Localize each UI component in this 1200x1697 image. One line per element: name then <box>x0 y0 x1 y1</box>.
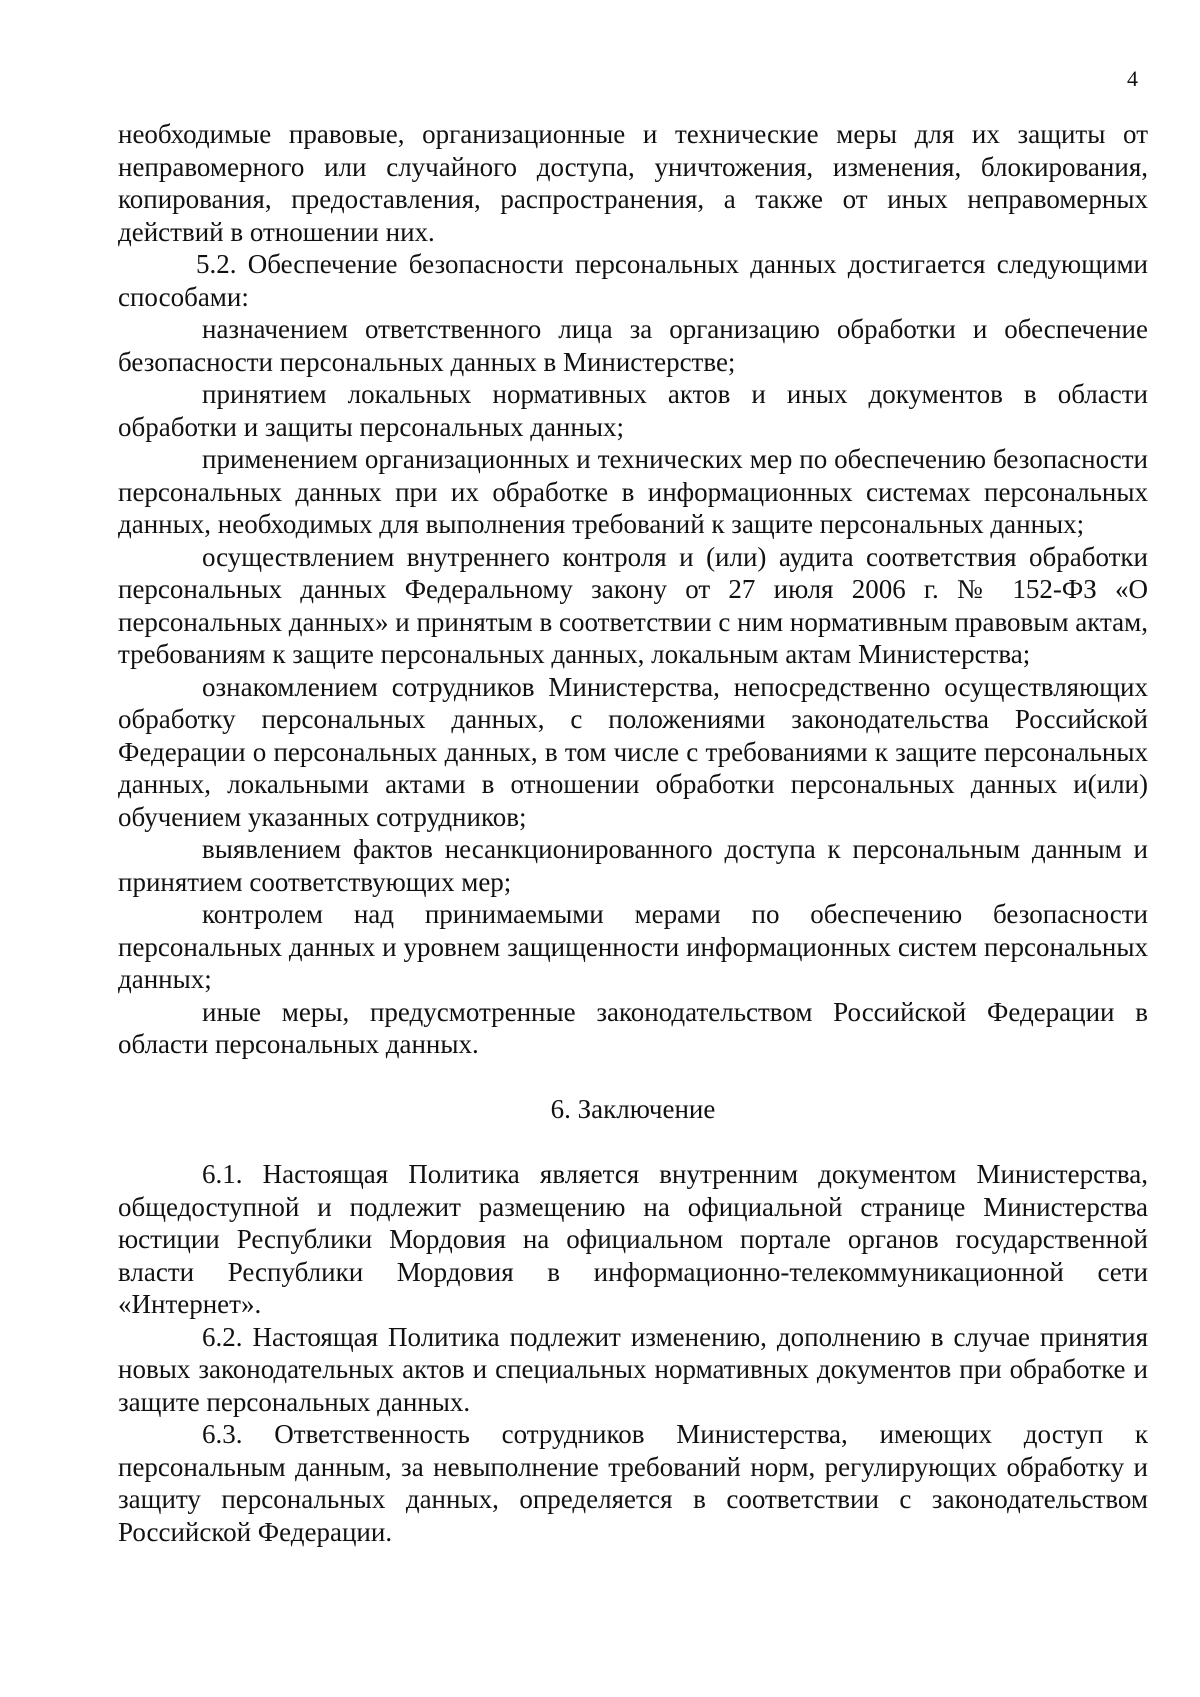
section5-continuation: необходимые правовые, организационные и технические меры для их защиты от неправомерного или случайного доступа, уничтожения, изменения, блокирования, копирования, предоставления, распространения, а также от иных неправомерных действий в отношении них. <box>118 119 1148 247</box>
paragraph-5-2: 5.2. Обеспечение безопасности персональных данных достигается следующими способами: <box>118 249 1148 312</box>
list-item: назначением ответственного лица за организацию обработки и обеспечение безопасности персональных данных в Министерстве; <box>118 314 1148 377</box>
list-item: принятием локальных нормативных актов и иных документов в области обработки и защиты персональных данных; <box>118 379 1148 442</box>
page-number: 4 <box>1127 66 1138 91</box>
paragraph-6-3: 6.3. Ответственность сотрудников Министерства, имеющих доступ к персональным данным, за невыполнение требований норм, регулирующих обработку и защиту персональных данных, определяется в соответствии с законодательством Российской Федерации. <box>118 1419 1148 1547</box>
list-item: контролем над принимаемыми мерами по обеспечению безопасности персональных данных и уровнем защищенности информационных систем персональных данных; <box>118 899 1148 994</box>
paragraph-6-2: 6.2. Настоящая Политика подлежит изменению, дополнению в случае принятия новых законодательных актов и специальных нормативных документов при обработке и защите персональных данных. <box>118 1321 1148 1417</box>
list-item: ознакомлением сотрудников Министерства, непосредственно осуществляющих обработку персональных данных, с положениями законодательства Российской Федерации о персональных данных, в том числе с требованиями к защите персональных данных, локальными актами в отношении обработки персональных данных и(или) обучением указанных сотрудников; <box>118 671 1148 832</box>
list-item: иные меры, предусмотренные законодательством Российской Федерации в области персональных данных. <box>118 996 1148 1059</box>
paragraph-6-1: 6.1. Настоящая Политика является внутренним документом Министерства, общедоступной и подлежит размещению на официальной странице Министерства юстиции Республики Мордовия на официальном портале органов государственной власти Республики Мордовия в информационно-телекоммуникационной сети «Интернет». <box>118 1159 1148 1319</box>
document-body <box>118 118 1148 1548</box>
list-item: выявлением фактов несанкционированного доступа к персональным данным и принятием соответствующих мер; <box>118 834 1148 897</box>
list-item: применением организационных и технических мер по обеспечению безопасности персональных данных при их обработке в информационных системах персональных данных, необходимых для выполнения требований к защите персональных данных; <box>118 444 1148 539</box>
section-heading: 6. Заключение <box>550 1093 716 1124</box>
list-item: осуществлением внутреннего контроля и (или) аудита соответствия обработки персональных данных Федеральному закону от 27 июля 2006 г. № 152-ФЗ «О персональных данных» и принятым в соответствии с ним нормативным правовым актам, требованиям к защите персональных данных, локальным актам Министерства; <box>118 541 1148 669</box>
